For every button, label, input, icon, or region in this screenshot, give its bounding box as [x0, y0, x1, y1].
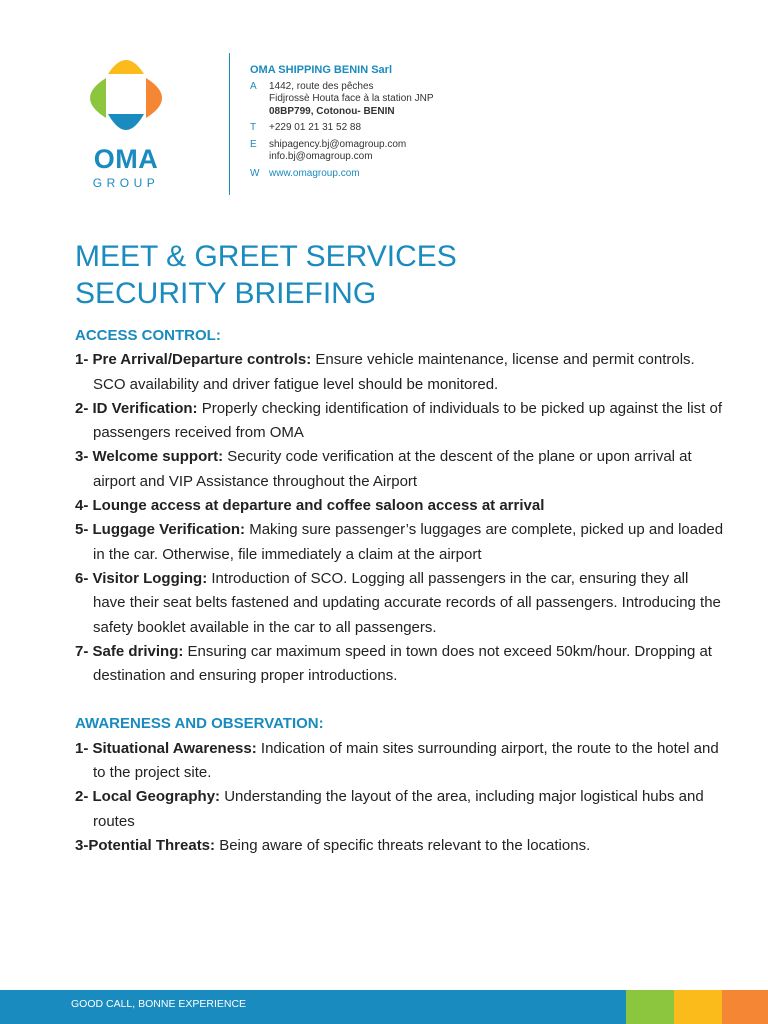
item-label: 5- Luggage Verification: — [75, 521, 246, 539]
item-label: 3-Potential Threats: — [75, 836, 216, 854]
item-label: 3- Welcome support: — [75, 448, 224, 466]
list-item — [75, 348, 725, 397]
item-text: Understanding the layout of the area, including major logistical hubs and routes — [93, 788, 704, 830]
logo-name: OMA — [93, 144, 159, 174]
logo-mark-icon — [80, 52, 172, 144]
address-line-3: 08BP799, Cotonou- BENIN — [269, 105, 395, 117]
item-label: 6- Visitor Logging: — [75, 569, 208, 587]
list-item — [75, 640, 725, 689]
list-item — [75, 834, 725, 858]
website-link[interactable]: www.omagroup.com — [269, 167, 360, 179]
item-text: Making sure passenger’s luggages are complete, picked up and loaded in the car. Otherwise, file immediately a claim at the airport — [93, 521, 724, 563]
item-label: 4- Lounge access at departure and coffee saloon access at arrival — [75, 497, 545, 515]
logo-petal-right — [146, 78, 162, 118]
item-text: Ensuring car maximum speed in town does not exceed 50km/hour. Dropping at destination and ensuring proper introductions. — [93, 642, 712, 685]
logo-petal-bottom — [108, 114, 144, 130]
company-name: OMA SHIPPING BENIN Sarl — [250, 64, 393, 76]
web-row — [250, 168, 434, 181]
footer-slogan: GOOD CALL, BONNE EXPERIENCE — [0, 990, 626, 1024]
section-gap — [75, 688, 725, 712]
email-label: E — [250, 138, 257, 150]
list-item — [75, 785, 725, 834]
item-label: 1- Pre Arrival/Departure controls: — [75, 351, 312, 369]
address-line-2: Fidjrossè Houta face à la station JNP — [269, 93, 434, 104]
header-divider — [229, 53, 230, 195]
footer-orange-block — [722, 990, 768, 1024]
list-item — [75, 397, 725, 446]
item-label: 2- Local Geography: — [75, 788, 221, 806]
list-item — [75, 737, 725, 786]
web-label: W — [250, 167, 260, 179]
item-text: Security code verification at the descent of the plane or upon arrival at airport and VIP Assistance throughout the Airport — [93, 448, 692, 490]
page-title — [75, 238, 457, 312]
footer-yellow-block — [674, 990, 722, 1024]
phone-label: T — [250, 122, 257, 133]
contact-block — [250, 64, 434, 184]
footer-green-block — [626, 990, 674, 1024]
item-text: Ensure vehicle maintenance, license and permit controls. SCO availability and driver fatigue level should be monitored. — [93, 351, 695, 393]
section-heading-access-control: ACCESS CONTROL: — [75, 327, 221, 344]
item-label: 2- ID Verification: — [75, 399, 198, 417]
item-text: Being aware of specific threats relevant to the locations. — [215, 836, 591, 854]
item-text: Properly checking identification of individuals to be picked up against the list of passengers received from OMA — [93, 399, 723, 442]
item-label: 7- Safe driving: — [75, 642, 184, 660]
address-row — [250, 81, 434, 119]
title-line-1: MEET & GREET SERVICES — [75, 240, 457, 273]
list-item — [75, 445, 725, 494]
list-item — [75, 494, 725, 518]
email-row — [250, 139, 434, 164]
email-link-1[interactable]: shipagency.bj@omagroup.com — [269, 138, 407, 150]
phone-number: +229 01 21 31 52 88 — [269, 122, 362, 133]
oma-group-logo — [80, 52, 172, 192]
item-text: Introduction of SCO. Logging all passengers in the car, ensuring they all have their seat belts fastened and updating accurate records of all passengers. Introducing the safety booklet available in the car to all passengers. — [93, 569, 721, 636]
phone-row — [250, 122, 434, 135]
address-line-1: 1442, route des pêches — [269, 80, 374, 92]
logo-petal-top — [108, 60, 144, 74]
footer-bar — [0, 990, 768, 1024]
item-label: 1- Situational Awareness: — [75, 739, 257, 757]
logo-subtitle: GROUP — [92, 176, 160, 190]
briefing-content — [75, 324, 725, 858]
list-item — [75, 518, 725, 567]
list-item — [75, 567, 725, 640]
logo-petal-left — [90, 78, 106, 118]
email-link-2[interactable]: info.bj@omagroup.com — [269, 151, 373, 162]
item-text: Indication of main sites surrounding airport, the route to the hotel and to the project site. — [93, 739, 719, 782]
title-line-2: SECURITY BRIEFING — [75, 277, 377, 310]
section-heading-awareness: AWARENESS AND OBSERVATION: — [75, 715, 324, 733]
address-label: A — [250, 80, 257, 92]
